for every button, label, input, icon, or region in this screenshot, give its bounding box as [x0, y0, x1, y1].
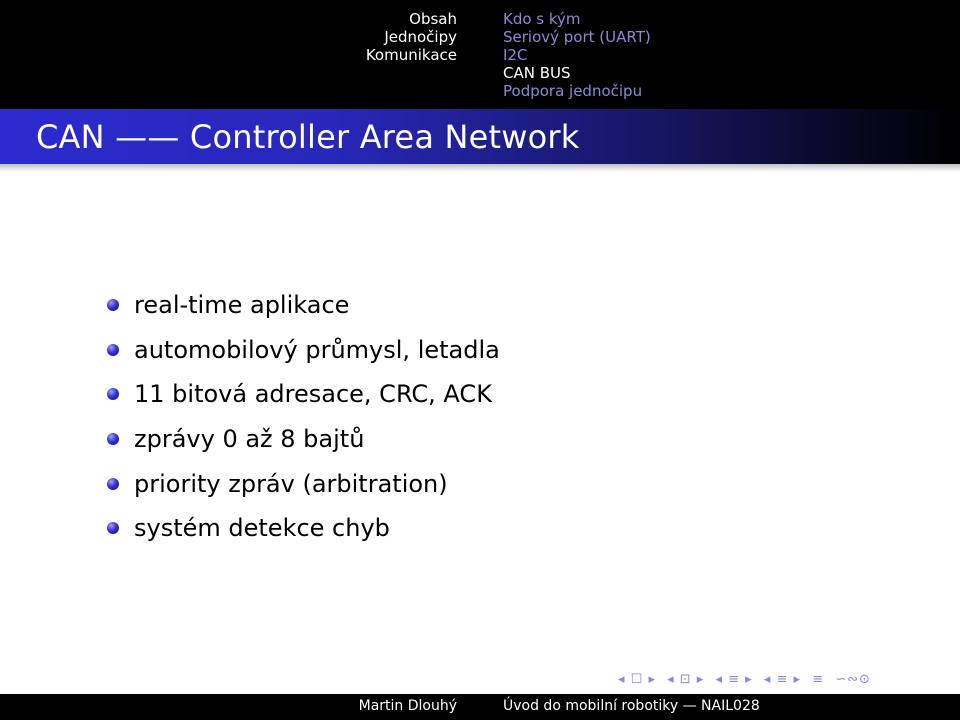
- bullet-ball-icon: [107, 299, 119, 311]
- section-list: [366, 10, 457, 64]
- nav-subsection-kdo-s-kym[interactable]: Kdo s kým: [503, 10, 581, 28]
- search-nav-icon[interactable]: ∽∾⊙: [835, 672, 871, 687]
- bullet-ball-icon: [107, 433, 119, 445]
- list-item-text: priority zpráv (arbitration): [134, 469, 448, 498]
- footer-title: Úvod do mobilní robotiky — NAIL028: [503, 698, 760, 714]
- list-item-text: zprávy 0 až 8 bajtů: [134, 425, 365, 454]
- list-item-text: real-time aplikace: [134, 291, 350, 319]
- frame-title: CAN —— Controller Area Network: [36, 118, 580, 156]
- beamer-navigation-symbols: [618, 672, 877, 687]
- top-navigation-bar: [0, 0, 960, 109]
- frame-nav-icon[interactable]: ◂ ☐ ▸: [618, 672, 656, 687]
- bullet-ball-icon: [107, 344, 119, 356]
- toc-nav-icon[interactable]: ≡: [812, 672, 825, 687]
- nav-subsection-can-bus[interactable]: CAN BUS: [503, 64, 571, 82]
- bullet-ball-icon: [107, 522, 119, 534]
- section-nav-icon[interactable]: ◂ ≡ ▸: [715, 672, 753, 687]
- subsection-nav-icon[interactable]: ◂ ⊡ ▸: [667, 672, 705, 687]
- nav-section-komunikace[interactable]: Komunikace: [365, 46, 457, 64]
- document-nav-icon[interactable]: ◂ ≡ ▸: [763, 672, 802, 687]
- footer-bar: [0, 694, 960, 720]
- nav-subsection-uart[interactable]: Seriový port (UART): [503, 28, 651, 46]
- bullet-ball-icon: [107, 478, 119, 490]
- nav-subsection-podpora[interactable]: Podpora jednočipu: [503, 82, 643, 100]
- subsection-list: [503, 10, 651, 100]
- bullet-ball-icon: [107, 388, 119, 400]
- list-item-text: automobilový průmysl, letadla: [134, 335, 500, 364]
- nav-section-jednocipy[interactable]: Jednočipy: [384, 28, 457, 46]
- nav-subsection-i2c[interactable]: I2C: [503, 46, 528, 64]
- nav-section-obsah[interactable]: Obsah: [409, 10, 457, 28]
- frame-title-bar: [0, 109, 960, 164]
- list-item-text: systém detekce chyb: [134, 514, 390, 543]
- list-item-text: 11 bitová adresace, CRC, ACK: [134, 380, 492, 409]
- footer-author: Martin Dlouhý: [358, 698, 457, 714]
